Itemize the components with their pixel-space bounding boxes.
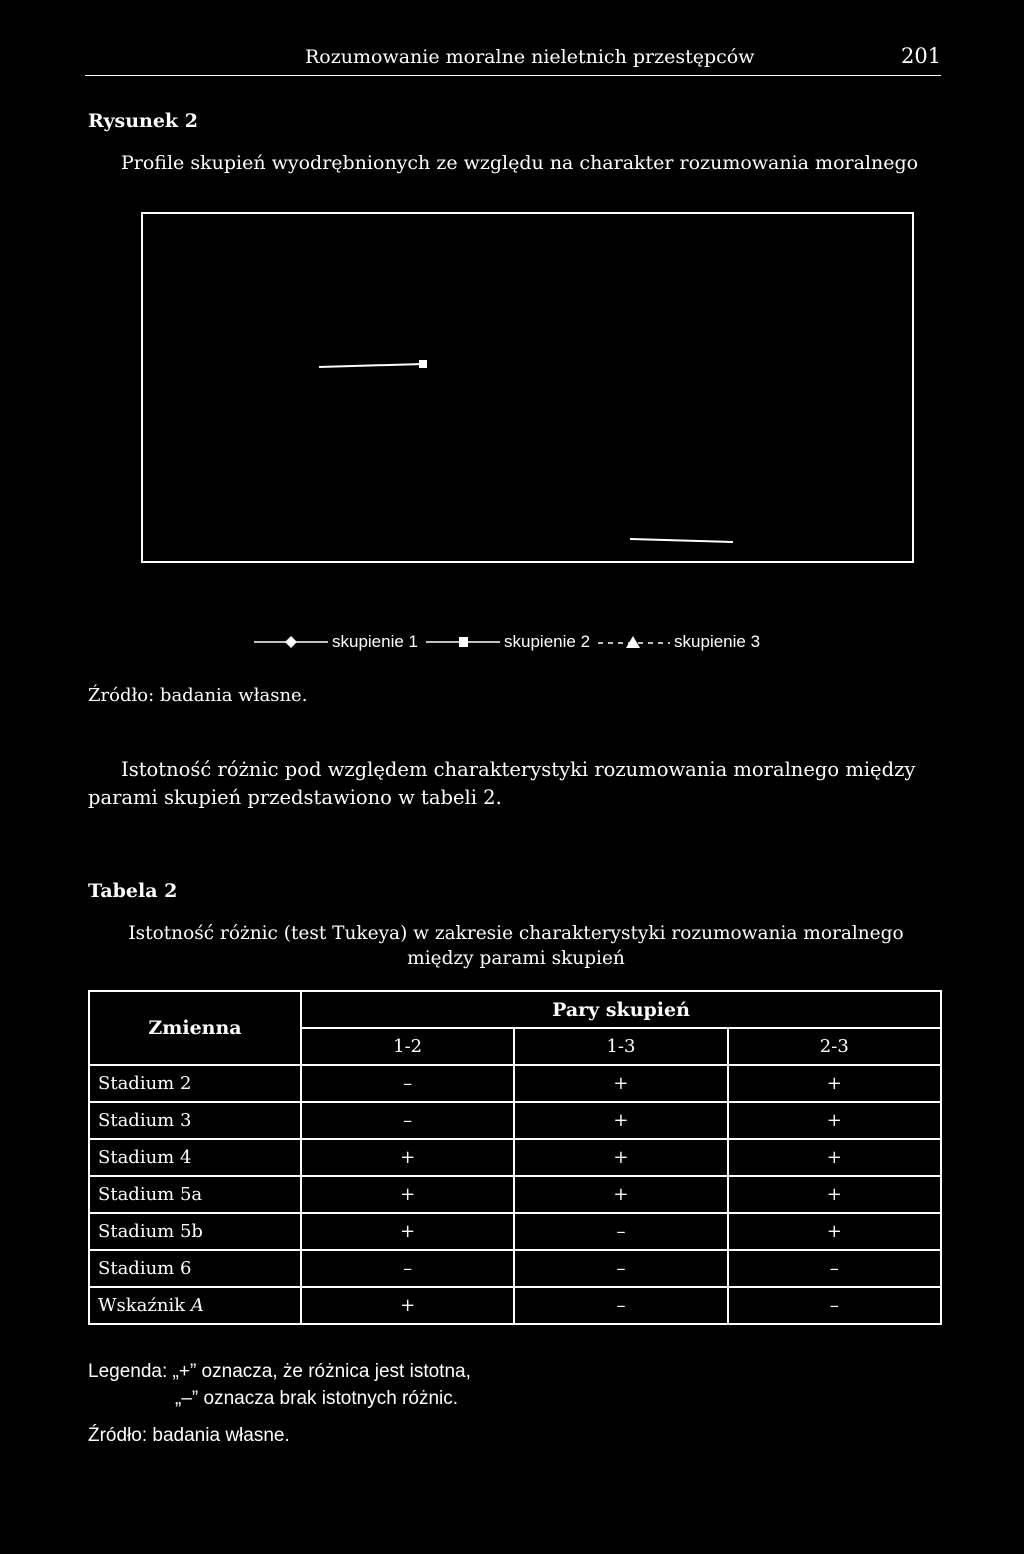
legend-item-3 xyxy=(596,632,760,652)
table-row xyxy=(89,1213,941,1250)
chart-plot-area xyxy=(143,214,916,565)
table-legend xyxy=(88,1358,471,1412)
row-variable: Stadium 4 xyxy=(89,1139,301,1176)
legend-item-1 xyxy=(254,632,418,652)
legend-label-3: skupienie 3 xyxy=(674,632,761,651)
running-title: Rozumowanie moralne nieletnich przestępców xyxy=(305,46,755,68)
table-cell: – xyxy=(728,1250,941,1287)
table-cell: + xyxy=(301,1139,514,1176)
table-cell: + xyxy=(301,1213,514,1250)
table-legend-line-1: Legenda: „+” oznacza, że różnica jest istotna, xyxy=(88,1361,471,1382)
table-caption-line-1: Istotność różnic (test Tukeya) w zakresie charakterystyki rozumowania moralnego xyxy=(128,923,904,944)
column-header: 1-3 xyxy=(514,1028,727,1065)
figure-caption: Profile skupień wyodrębnionych ze względu na charakter rozumowania moralnego xyxy=(121,152,919,174)
row-variable: Stadium 6 xyxy=(89,1250,301,1287)
triangle-dashed-icon xyxy=(596,635,670,649)
table-cell: – xyxy=(514,1213,727,1250)
table-row xyxy=(89,1250,941,1287)
legend-item-2 xyxy=(424,632,590,652)
diamond-line-icon xyxy=(254,635,328,649)
table-legend-line-2: „–” oznacza brak istotnych różnic. xyxy=(175,1388,459,1409)
table-row xyxy=(89,1139,941,1176)
legend-label-2: skupienie 2 xyxy=(504,632,591,651)
table-cell: + xyxy=(514,1176,727,1213)
table-cell: – xyxy=(301,1102,514,1139)
legend-label-1: skupienie 1 xyxy=(332,632,419,651)
table-cell: – xyxy=(514,1287,727,1324)
table-cell: – xyxy=(728,1287,941,1324)
table-cell: + xyxy=(301,1176,514,1213)
square-line-icon xyxy=(424,635,500,649)
table-cell: + xyxy=(728,1065,941,1102)
row-variable: Stadium 5b xyxy=(89,1213,301,1250)
column-header: 1-2 xyxy=(301,1028,514,1065)
header-rule xyxy=(85,75,941,76)
table-header-row xyxy=(89,991,941,1028)
body-paragraph: Istotność różnic pod względem charakterystyki rozumowania moralnego między parami skupień przedstawiono w tabeli 2. xyxy=(88,758,916,809)
table-label: Tabela 2 xyxy=(88,880,178,902)
table-cell: + xyxy=(301,1287,514,1324)
series-segment-upper xyxy=(319,364,423,367)
row-variable: Wskaźnik A xyxy=(89,1287,301,1324)
table-cell: + xyxy=(728,1213,941,1250)
row-variable: Stadium 5a xyxy=(89,1176,301,1213)
table-cell: + xyxy=(728,1102,941,1139)
table-cell: – xyxy=(301,1250,514,1287)
table-source: Źródło: badania własne. xyxy=(88,1425,290,1446)
table-row xyxy=(89,1102,941,1139)
series-marker-square xyxy=(419,360,427,368)
table-caption-line-2: między parami skupień xyxy=(407,948,625,969)
table-cell: + xyxy=(514,1102,727,1139)
series-segment-lower xyxy=(630,539,733,542)
table-cell: + xyxy=(514,1065,727,1102)
significance-table xyxy=(88,990,942,1325)
table-cell: + xyxy=(728,1139,941,1176)
table-cell: + xyxy=(728,1176,941,1213)
header-variable: Zmienna xyxy=(89,991,301,1065)
page-number: 201 xyxy=(901,44,942,68)
table-row xyxy=(89,1176,941,1213)
figure-label: Rysunek 2 xyxy=(88,110,198,132)
table-row xyxy=(89,1065,941,1102)
table-cell: – xyxy=(301,1065,514,1102)
column-header: 2-3 xyxy=(728,1028,941,1065)
table-caption xyxy=(88,921,944,971)
chart-frame xyxy=(141,212,914,563)
figure-source: Źródło: badania własne. xyxy=(88,685,308,706)
header-pairs: Pary skupień xyxy=(301,991,941,1028)
table-row xyxy=(89,1287,941,1324)
chart-legend xyxy=(254,632,766,652)
row-variable: Stadium 3 xyxy=(89,1102,301,1139)
table-cell: – xyxy=(514,1250,727,1287)
row-variable: Stadium 2 xyxy=(89,1065,301,1102)
table-cell: + xyxy=(514,1139,727,1176)
